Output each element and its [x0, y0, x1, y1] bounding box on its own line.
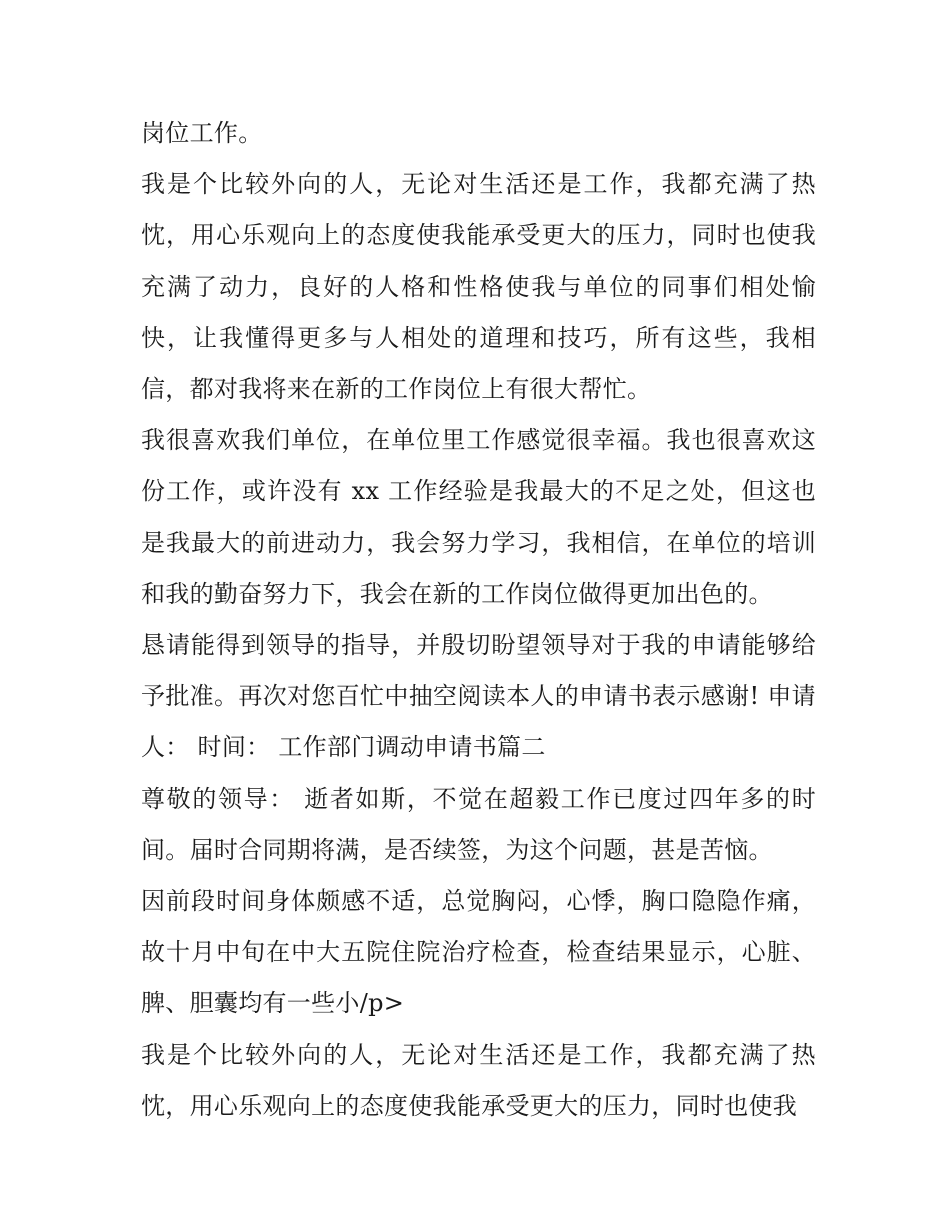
- paragraph: 因前段时间身体颇感不适，总觉胸闷，心悸，胸口隐隐作痛，故十月中旬在中大五院住院治疗检查，检查结果显示，心脏、脾、胆囊均有一些小/p>: [141, 887, 816, 1018]
- paragraph: 岗位工作。: [141, 119, 263, 147]
- paragraph: 我很喜欢我们单位，在单位里工作感觉很幸福。我也很喜欢这份工作，或许没有 xx 工作经验是我最大的不足之处，但这也是我最大的前进动力，我会努力学习，我相信，在单位的培训和我的勤奋努力下，我会在新的工作岗位做得更加出色的。: [141, 426, 816, 608]
- paragraph: 尊敬的领导： 逝者如斯，不觉在超毅工作已度过四年多的时间。届时合同期将满，是否续签，为这个问题，甚是苦恼。: [141, 784, 816, 864]
- paragraph: 我是个比较外向的人，无论对生活还是工作，我都充满了热忱，用心乐观向上的态度使我能承受更大的压力，同时也使我充满了动力，良好的人格和性格使我与单位的同事们相处愉快，让我懂得更多与人相处的道理和技巧，所有这些，我相信，都对我将来在新的工作岗位上有很大帮忙。: [141, 170, 816, 404]
- paragraph: 恳请能得到领导的指导，并殷切盼望领导对于我的申请能够给予批准。再次对您百忙中抽空阅读本人的申请书表示感谢! 申请人： 时间： 工作部门调动申请书篇二: [141, 631, 816, 762]
- paragraph: 我是个比较外向的人，无论对生活还是工作，我都充满了热忱，用心乐观向上的态度使我能承受更大的压力，同时也使我: [141, 1040, 816, 1120]
- document-body: [141, 108, 816, 1132]
